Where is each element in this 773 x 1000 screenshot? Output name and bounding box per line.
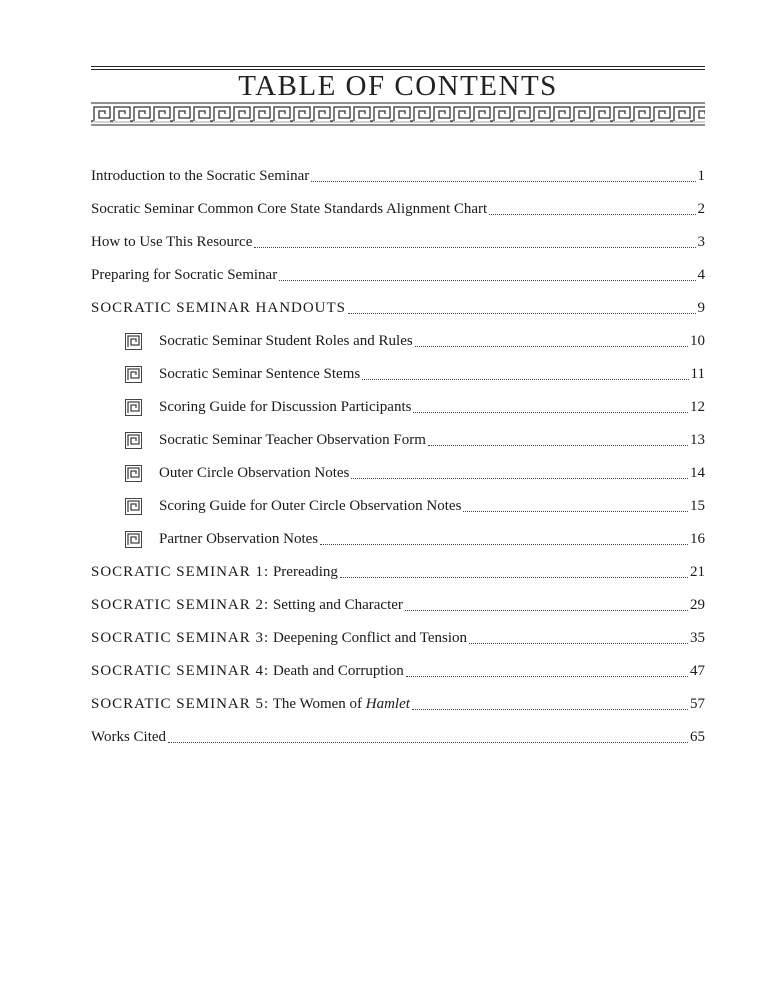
toc-subentry[interactable]: [159, 523, 705, 556]
toc-entry-title: Partner Observation Notes: [159, 531, 319, 547]
toc-entry-page: 65: [690, 729, 705, 745]
toc-entry-page: 35: [690, 630, 705, 646]
toc-entry-title: [91, 564, 338, 581]
toc-entry-page: 11: [690, 366, 705, 382]
toc-entry-title: Preparing for Socratic Seminar: [91, 267, 278, 283]
toc-seminar-entry[interactable]: [91, 655, 705, 688]
seminar-subtitle: Deepening Conflict and Tension: [272, 630, 468, 646]
leader-dots: [412, 709, 688, 710]
toc-entry-title: [91, 663, 404, 680]
toc-seminar-entry[interactable]: [91, 622, 705, 655]
toc-entry-title: Scoring Guide for Outer Circle Observation Notes: [159, 498, 462, 514]
leader-dots: [405, 610, 688, 611]
leader-dots: [428, 445, 688, 446]
toc-entry-page: 13: [690, 432, 705, 448]
leader-dots: [279, 280, 695, 281]
section-caps: SOCRATIC SEMINAR 2:: [91, 597, 270, 613]
toc-entry-page: 9: [697, 300, 705, 316]
toc-seminar-entry[interactable]: [91, 589, 705, 622]
toc-entry-page: 2: [697, 201, 705, 217]
leader-dots: [320, 544, 688, 545]
page-title: TABLE OF CONTENTS: [238, 70, 558, 102]
leader-dots: [362, 379, 688, 380]
toc-section-handouts[interactable]: [91, 292, 705, 325]
toc-entry-page: 29: [690, 597, 705, 613]
greek-key-square-icon: [125, 498, 142, 515]
section-caps: SOCRATIC SEMINAR 3:: [91, 630, 270, 646]
toc-entry-page: 12: [690, 399, 705, 415]
greek-key-square-icon: [125, 399, 142, 416]
toc-entry-title: Scoring Guide for Discussion Participants: [159, 399, 412, 415]
toc-entry-page: 57: [690, 696, 705, 712]
leader-dots: [413, 412, 688, 413]
toc-entry-page: 10: [690, 333, 705, 349]
leader-dots: [406, 676, 688, 677]
toc-entry-title: Introduction to the Socratic Seminar: [91, 168, 310, 184]
section-caps: SOCRATIC SEMINAR 5:: [91, 696, 270, 712]
leader-dots: [463, 511, 688, 512]
toc-entry-title: [91, 630, 467, 647]
seminar-subtitle: The Women of: [272, 696, 366, 712]
toc-entry-page: 16: [690, 531, 705, 547]
leader-dots: [311, 181, 695, 182]
toc-entry-page: 1: [697, 168, 705, 184]
leader-dots: [254, 247, 695, 248]
toc-entry-title: [91, 300, 346, 317]
seminar-subtitle: Setting and Character: [272, 597, 403, 613]
greek-key-square-icon: [125, 333, 142, 350]
top-rule: [91, 66, 705, 67]
toc-entry-title: Socratic Seminar Teacher Observation Form: [159, 432, 426, 448]
toc-entry-title: How to Use This Resource: [91, 234, 253, 250]
section-caps: SOCRATIC SEMINAR 4:: [91, 663, 270, 679]
leader-dots: [469, 643, 688, 644]
toc-entry[interactable]: [91, 226, 705, 259]
toc-entry-works-cited[interactable]: [91, 721, 705, 754]
toc-subentry[interactable]: [159, 490, 705, 523]
leader-dots: [340, 577, 688, 578]
toc-subentry[interactable]: [159, 358, 705, 391]
toc-entry-title: Outer Circle Observation Notes: [159, 465, 350, 481]
toc-entry-title: Socratic Seminar Sentence Stems: [159, 366, 361, 382]
leader-dots: [415, 346, 688, 347]
toc-entry-page: 14: [690, 465, 705, 481]
toc-seminar-entry[interactable]: [91, 556, 705, 589]
toc-entry-page: 21: [690, 564, 705, 580]
toc-seminar-entry[interactable]: [91, 688, 705, 721]
seminar-subtitle-italic: Hamlet: [365, 696, 410, 712]
leader-dots: [489, 214, 695, 215]
toc-subentry[interactable]: [159, 424, 705, 457]
leader-dots: [351, 478, 688, 479]
toc-subentry[interactable]: [159, 457, 705, 490]
section-caps: SOCRATIC SEMINAR HANDOUTS: [91, 300, 347, 316]
toc-subentry[interactable]: [159, 391, 705, 424]
greek-key-square-icon: [125, 531, 142, 548]
greek-key-border: [91, 102, 705, 126]
toc-entry-page: 47: [690, 663, 705, 679]
greek-key-square-icon: [125, 366, 142, 383]
toc-entry-title: Works Cited: [91, 729, 167, 745]
seminar-subtitle: Prereading: [272, 564, 338, 580]
toc-entry-page: 3: [697, 234, 705, 250]
leader-dots: [348, 313, 695, 314]
leader-dots: [168, 742, 688, 743]
greek-key-square-icon: [125, 432, 142, 449]
section-caps: SOCRATIC SEMINAR 1:: [91, 564, 270, 580]
toc-entry-page: 4: [697, 267, 705, 283]
toc-entry-title: [91, 597, 403, 614]
toc-entry[interactable]: [91, 193, 705, 226]
toc-entry-title: Socratic Seminar Student Roles and Rules: [159, 333, 413, 349]
greek-key-square-icon: [125, 465, 142, 482]
toc-entry[interactable]: [91, 160, 705, 193]
toc-entry-title: Socratic Seminar Common Core State Standards Alignment Chart: [91, 201, 488, 217]
seminar-subtitle: Death and Corruption: [272, 663, 404, 679]
toc-entry[interactable]: [91, 259, 705, 292]
toc-subentry[interactable]: [159, 325, 705, 358]
toc-entry-page: 15: [690, 498, 705, 514]
toc-entry-title: [91, 696, 410, 713]
